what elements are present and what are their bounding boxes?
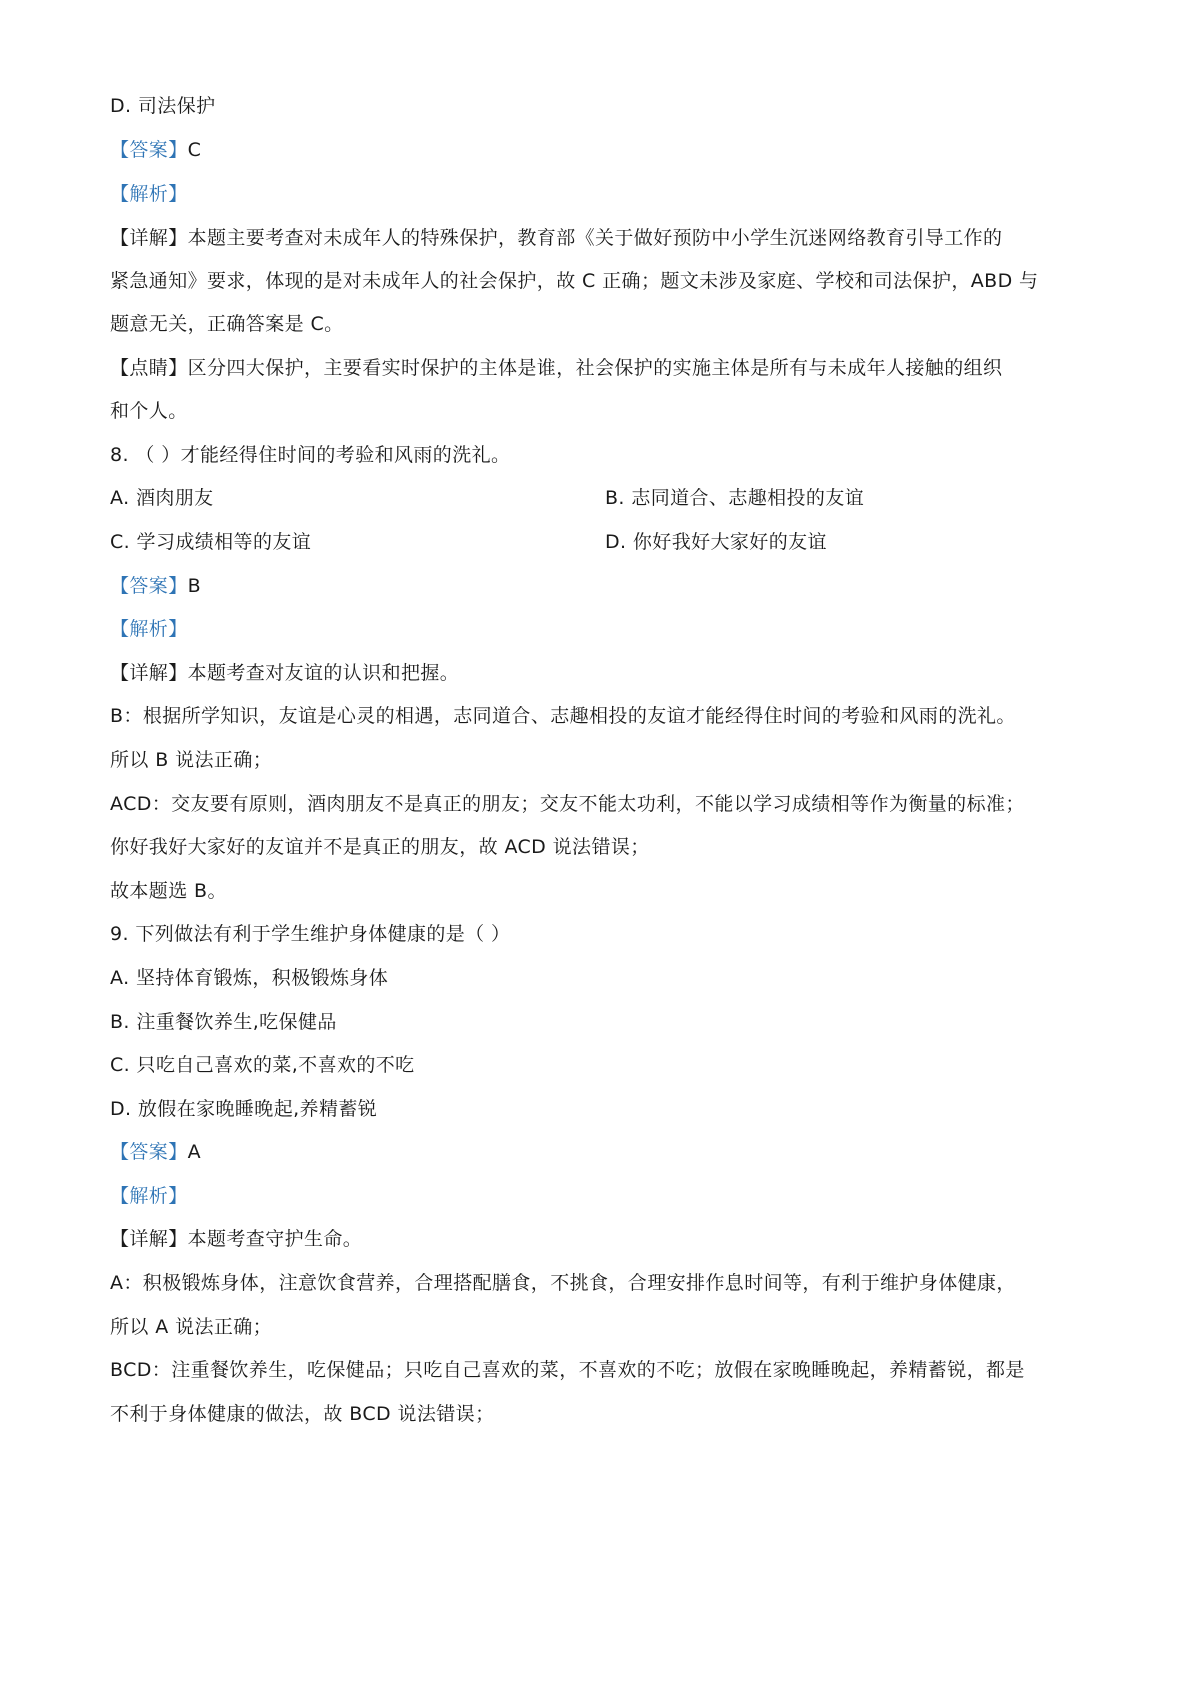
q8-option-c: C. 学习成绩相等的友谊 [110, 531, 312, 553]
q9-option-a: A. 坚持体育锻炼，积极锻炼身体 [110, 967, 389, 989]
q9-option-c: C. 只吃自己喜欢的菜,不喜欢的不吃 [110, 1054, 415, 1076]
q8-analysis-label: 【解析】 [110, 618, 188, 640]
q8-stem: 8. （ ）才能经得住时间的考验和风雨的洗礼。 [110, 444, 511, 466]
q8-option-b: B. 志同道合、志趣相投的友谊 [605, 487, 865, 509]
q9-answer-label: 【答案】 [110, 1141, 188, 1163]
q7-answer-label: 【答案】 [110, 139, 188, 161]
q9-detail-line3: 所以 A 说法正确； [110, 1316, 273, 1338]
q9-option-d: D. 放假在家晚睡晚起,养精蓄锐 [110, 1098, 378, 1120]
q9-option-b: B. 注重餐饮养生,吃保健品 [110, 1011, 337, 1033]
q8-answer [110, 572, 1100, 600]
q8-answer-label: 【答案】 [110, 575, 188, 597]
q7-tip-line2: 和个人。 [110, 400, 188, 422]
q9-stem: 9. 下列做法有利于学生维护身体健康的是（ ） [110, 923, 511, 945]
q8-option-a: A. 酒肉朋友 [110, 487, 214, 509]
q9-detail-line4: BCD：注重餐饮养生，吃保健品；只吃自己喜欢的菜，不喜欢的不吃；放假在家晚睡晚起，养精蓄锐，都是 [110, 1359, 1025, 1381]
q7-tip-line1: 【点睛】区分四大保护，主要看实时保护的主体是谁，社会保护的实施主体是所有与未成年人接触的组织 [110, 357, 1003, 379]
q9-analysis-label: 【解析】 [110, 1185, 188, 1207]
q9-detail-line1: 【详解】本题考查守护生命。 [110, 1228, 363, 1250]
q8-detail-line5: 你好我好大家好的友谊并不是真正的朋友，故 ACD 说法错误； [110, 836, 650, 858]
q9-detail-line2: A：积极锻炼身体，注意饮食营养，合理搭配膳食，不挑食，合理安排作息时间等，有利于维护身体健康， [110, 1272, 1016, 1294]
q8-detail-line4: ACD：交友要有原则，酒肉朋友不是真正的朋友；交友不能太功利，不能以学习成绩相等作为衡量的标准； [110, 793, 1025, 815]
q8-detail-line3: 所以 B 说法正确； [110, 749, 273, 771]
q8-option-d: D. 你好我好大家好的友谊 [605, 531, 827, 553]
q9-answer [110, 1138, 1100, 1166]
q8-answer-value: B [187, 575, 202, 597]
q8-detail-line2: B：根据所学知识，友谊是心灵的相遇，志同道合、志趣相投的友谊才能经得住时间的考验和风雨的洗礼。 [110, 705, 1016, 727]
q7-detail-line2: 紧急通知》要求，体现的是对未成年人的社会保护，故 C 正确；题文未涉及家庭、学校和司法保护，ABD 与 [110, 270, 1039, 292]
q7-answer [110, 136, 1100, 164]
q9-detail-line5: 不利于身体健康的做法，故 BCD 说法错误； [110, 1403, 495, 1425]
q9-answer-value: A [187, 1141, 202, 1163]
q7-analysis-label: 【解析】 [110, 183, 188, 205]
q7-option-d: D. 司法保护 [110, 95, 216, 117]
q8-detail-line6: 故本题选 B。 [110, 880, 227, 902]
q8-detail-line1: 【详解】本题考查对友谊的认识和把握。 [110, 662, 460, 684]
q7-detail-line3: 题意无关，正确答案是 C。 [110, 313, 344, 335]
q7-answer-value: C [187, 139, 202, 161]
q7-detail-line1: 【详解】本题主要考查对未成年人的特殊保护，教育部《关于做好预防中小学生沉迷网络教育引导工作的 [110, 227, 1003, 249]
